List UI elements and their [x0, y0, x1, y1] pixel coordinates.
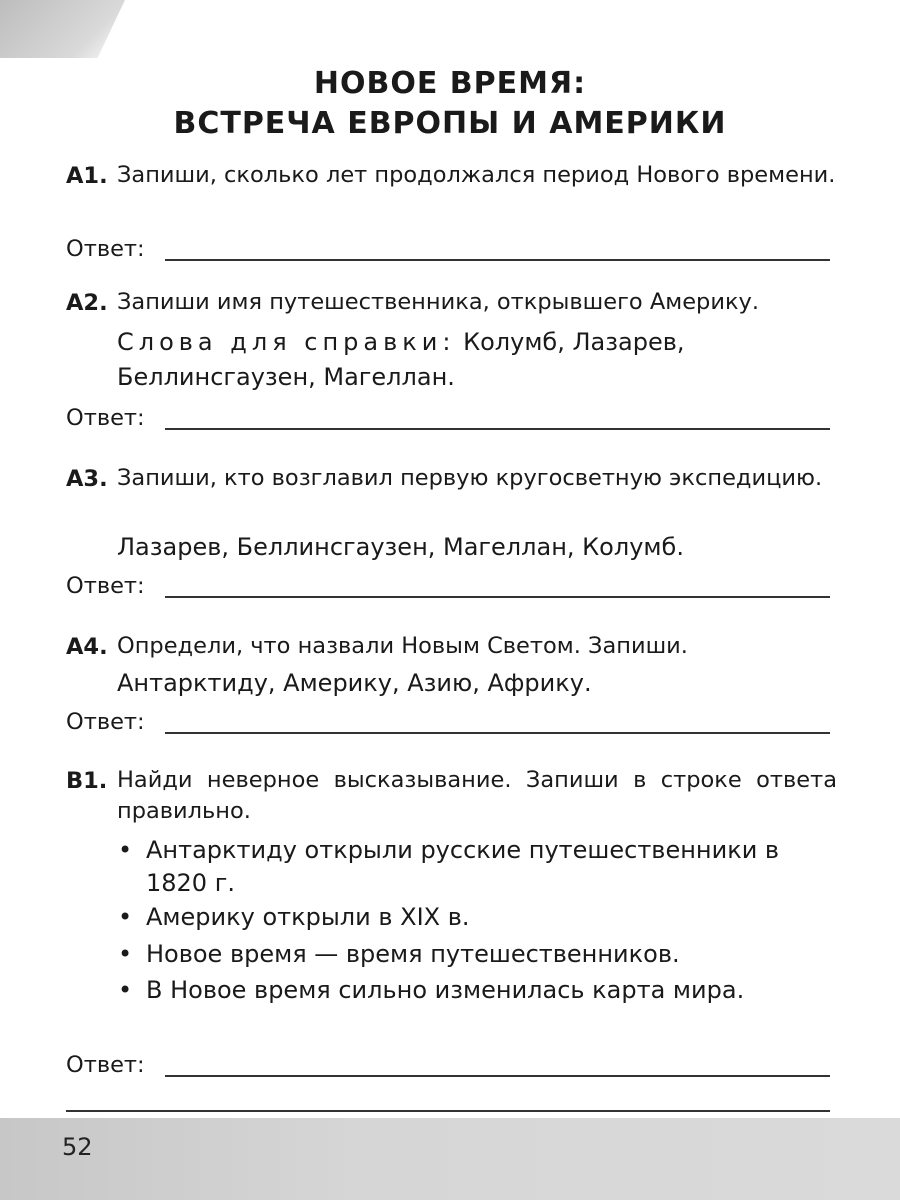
bullet-icon: • — [118, 940, 133, 968]
question-text-a2: Запиши имя путешественника, открывшего Америку. — [117, 289, 760, 315]
question-number-a4: A4. — [66, 634, 108, 660]
scan-corner-shadow — [0, 0, 125, 58]
page-title-line2: ВСТРЕЧА ЕВРОПЫ И АМЕРИКИ — [173, 106, 727, 141]
statement-text-4: В Новое время сильно изменилась карта мира. — [146, 976, 745, 1004]
answer-line-a2[interactable] — [165, 428, 830, 430]
question-number-a3: A3. — [66, 466, 108, 492]
hint-a4: Антарктиду, Америку, Азию, Африку. — [117, 669, 592, 697]
answer-label-a3: Ответ: — [66, 573, 145, 599]
question-text-a4: Определи, что назвали Новым Светом. Запиши. — [117, 633, 688, 659]
hint-a3: Лазарев, Беллинсгаузен, Магеллан, Колумб. — [117, 533, 684, 561]
answer-line-a1[interactable] — [165, 259, 830, 261]
answer-label-b1: Ответ: — [66, 1052, 145, 1078]
hint-words-a2: Колумб, Лазарев, Беллинсгаузен, Магеллан. — [117, 328, 685, 391]
statement-text-3: Новое время — время путешественников. — [146, 940, 680, 968]
hint-a2 — [117, 325, 837, 395]
question-text-b1: Найди неверное высказывание. Запиши в строке ответа правильно. — [117, 767, 837, 824]
question-text-a1: Запиши, сколько лет продолжался период Нового времени. — [117, 162, 836, 188]
answer-line-b1-extra[interactable] — [66, 1110, 830, 1112]
answer-label-a4: Ответ: — [66, 709, 145, 735]
statement-text-1: Антарктиду открыли русские путешественники в 1820 г. — [146, 836, 780, 897]
bullet-icon: • — [118, 976, 133, 1004]
answer-label-a1: Ответ: — [66, 236, 145, 262]
question-text-a3: Запиши, кто возглавил первую кругосветную экспедицию. — [117, 465, 823, 491]
page-number: 52 — [62, 1133, 93, 1161]
page-title-line1: НОВОЕ ВРЕМЯ: — [313, 66, 587, 101]
question-number-a1: A1. — [66, 163, 108, 189]
statement-text-2: Америку открыли в XIX в. — [146, 903, 470, 931]
bullet-icon: • — [118, 836, 133, 864]
bullet-icon: • — [118, 903, 133, 931]
scan-bottom-shadow — [0, 1118, 900, 1200]
answer-line-a4[interactable] — [165, 732, 830, 734]
answer-line-a3[interactable] — [165, 596, 830, 598]
question-number-b1: B1. — [66, 768, 108, 794]
answer-label-a2: Ответ: — [66, 405, 145, 431]
answer-line-b1[interactable] — [165, 1075, 830, 1077]
hint-label-a2: Слова для справки: — [117, 328, 456, 356]
question-number-a2: A2. — [66, 290, 108, 316]
